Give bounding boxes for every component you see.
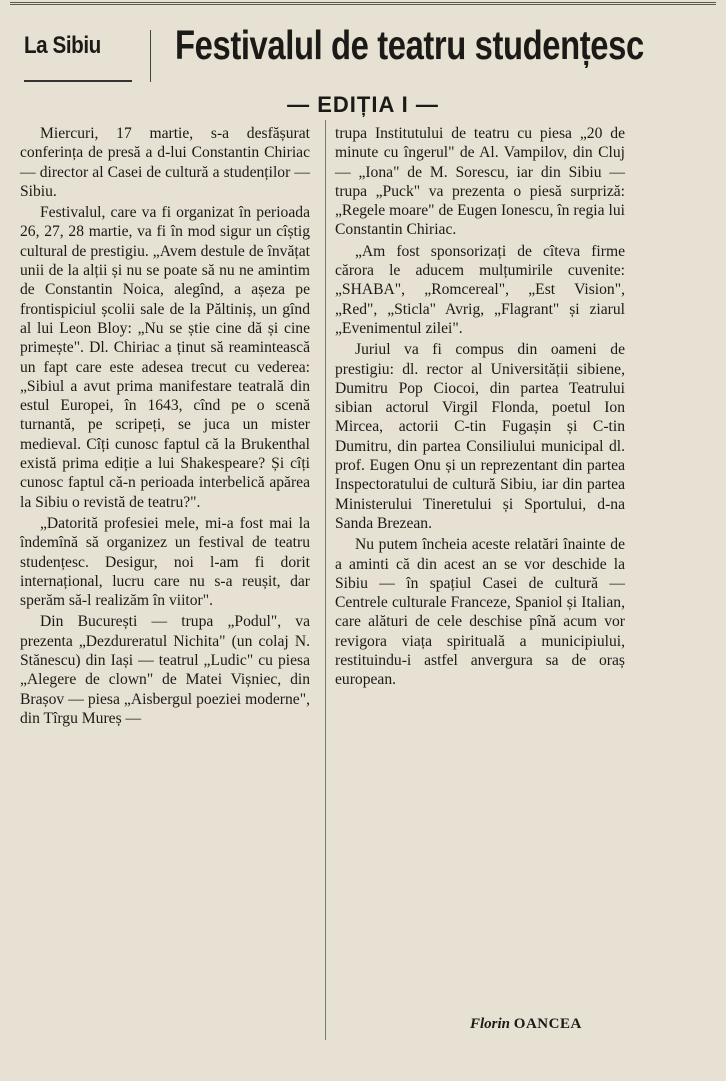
- edition-subtitle: — EDIȚIA I —: [287, 92, 439, 117]
- paragraph: Nu putem încheia aceste relatări înainte de a aminti că din acest an se vor deschide la Sibiu — în spațiul Casei de cultură — Centrele culturale Franceze, Spaniol și Italian, care alături de cele deschise pînă acum vor revigora viața spirituală a municipiului, restituindu-i astfel anvergura sa de oraș european.: [335, 536, 625, 689]
- author-last-name: OANCEA: [513, 1016, 582, 1032]
- paragraph: „Datorită profesiei mele, mi-a fost mai la îndemînă să organizez un festival de teatru studențesc. Desigur, noi l-am fi dorit internațional, lucru care nu s-a reușit, dar sperăm să-l realizăm în viitor".: [20, 514, 310, 610]
- author-byline: [470, 1016, 582, 1033]
- headline: Festivalul de teatru studențesc: [175, 22, 644, 68]
- paragraph: Miercuri, 17 martie, s-a desfășurat conferința de presă a d-lui Constantin Chiriac — director al Casei de cultură a studenților — Sibiu.: [20, 125, 310, 200]
- header-divider: [150, 30, 151, 82]
- paragraph: Din București — trupa „Podul", va prezenta „Dezdureratul Nichita" (un colaj N. Stănescu) din Iași — teatrul „Ludic" cu piesa „Alegere de clown" de Matei Vișniec, din Brașov — piesa „Aisbergul poeziei moderne", din Tîrgu Mureș —: [20, 613, 310, 727]
- kicker-underline: [24, 80, 132, 82]
- left-column: [20, 124, 310, 728]
- author-first-name: Florin: [470, 1016, 511, 1032]
- paragraph: „Am fost sponsorizați de cîteva firme cărora le aducem mulțumirile cuvenite: „SHABA", „Romcereal", „Est Vision", „Red", „Sticla" Avrig, „Flagrant" și ziarul „Evenimentul zilei".: [335, 242, 625, 337]
- paragraph: Juriul va fi compus din oameni de prestigiu: dl. rector al Universității sibiene, Dumitru Pop Ciocoi, din partea Teatrului sibian actorul Virgil Flonda, poetul Ion Mircea, actorii C-tin Fugașin și C-tin Dumitru, din partea Consiliului municipal dl. prof. Eugen Onu și un reprezentant din partea Inspectoratului de cultură Sibiu, iar din partea Ministerului Tineretului și Sportului, d-na Sanda Brezean.: [335, 341, 625, 532]
- paragraph: Festivalul, care va fi organizat în perioada 26, 27, 28 martie, va fi în mod sigur un cîștig cultural de prestigiu. „Avem destule de învățat unii de la alții și nu se poate să nu ne amintim de Constantin Noica, alegînd, a așeza pe frontispiciul școlii sale de la Păltiniș, un gînd al lui Leon Bloy: „Nu se știe cine dă și cine primește". Dl. Chiriac a ținut să reamintească un fapt care este adesea trecut cu vederea: „Sibiul a avut prima manifestare teatrală din estul Europei, în 1643, cînd pe o scenă turnantă, pe scripeți, se juca un mister medieval. Cîți cunosc faptul că la Brukenthal există prima ediție a lui Shakespeare? Și cîți cunosc faptul că-n perioada interbelică apărea la Sibiu o revistă de teatru?".: [20, 204, 310, 511]
- paragraph: trupa Institutului de teatru cu piesa „20 de minute cu îngerul" de Al. Vampilov, din Cluj — „Iona" de M. Sorescu, iar din Sibiu — trupa „Puck" va prezenta o piesă surpriză: „Regele moare" de Eugen Ionescu, în regia lui Constantin Chiriac.: [335, 125, 625, 239]
- column-divider: [325, 120, 326, 1040]
- top-rule: [10, 2, 716, 5]
- right-column: [335, 124, 625, 690]
- article-header: [20, 22, 720, 82]
- kicker-label: La Sibiu: [24, 32, 101, 59]
